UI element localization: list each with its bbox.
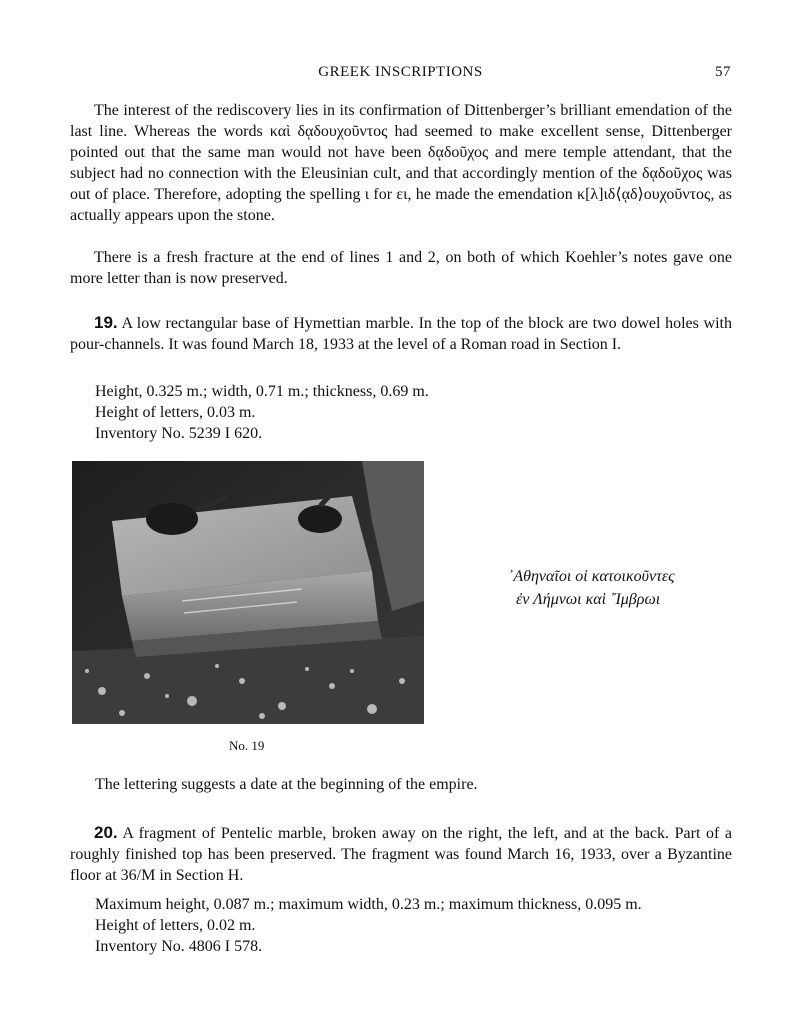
entry-number: 20.: [94, 823, 118, 842]
letter-height: Height of letters, 0.03 m.: [95, 404, 256, 421]
page-number: 57: [715, 64, 731, 80]
entry-20-meta: [95, 894, 642, 957]
entry-19: [70, 312, 732, 355]
entry-number: 19.: [94, 313, 118, 332]
letter-height: Height of letters, 0.02 m.: [95, 917, 256, 934]
inscription-text: [508, 565, 675, 611]
entry-19-meta: [95, 381, 429, 444]
entry-20: [70, 822, 732, 886]
inscription-line-1: ᾿Αθηναῖοι οἱ κατοικοῦντες: [508, 568, 675, 585]
photo-marble-base: [72, 461, 424, 724]
lettering-note: The lettering suggests a date at the beginning of the empire.: [95, 776, 478, 793]
dimensions: Height, 0.325 m.; width, 0.71 m.; thickness, 0.69 m.: [95, 383, 429, 400]
paragraph-fracture: There is a fresh fracture at the end of lines 1 and 2, on both of which Koehler’s notes gave one more letter than is now preserved.: [70, 249, 732, 287]
dimensions: Maximum height, 0.087 m.; maximum width, 0.23 m.; maximum thickness, 0.095 m.: [95, 896, 642, 913]
figure-caption: No. 19: [229, 738, 265, 753]
inscription-line-2: ἐν Λήμνωι καὶ ῎Ιμβρωι: [516, 591, 661, 608]
running-header: [70, 64, 731, 86]
inventory-number: Inventory No. 5239 I 620.: [95, 425, 263, 442]
marble-base-photo-image: [72, 461, 424, 724]
entry-description: A fragment of Pentelic marble, broken away on the right, the left, and at the back. Part of a roughly finished top has been preserved. The fragment was found March 16, 1933, over a Byzantine floor at 36/M in Section Η.: [70, 825, 732, 884]
header-title: GREEK INSCRIPTIONS: [318, 64, 483, 80]
paragraph-dittenberger: The interest of the rediscovery lies in its confirmation of Dittenberger’s brilliant emendation of the last line. Whereas the words καὶ δᾳδουχοῦντος had seemed to make excellent sense, Dittenberger pointed out that the same man would not have been δᾳδοῦχος and mere temple attendant, that the subject had no connection with the Eleusinian cult, and that accordingly mention of the δᾳδοῦχος was out of place. Therefore, adopting the spelling ι for ει, he made the emendation κ[λ]ιδ⟨ᾳδ⟩ουχοῦντος, as actually appears upon the stone.: [70, 102, 732, 224]
inventory-number: Inventory No. 4806 I 578.: [95, 938, 263, 955]
entry-description: A low rectangular base of Hymettian marble. In the top of the block are two dowel holes with pour-channels. It was found March 18, 1933 at the level of a Roman road in Section Ι.: [70, 315, 733, 353]
